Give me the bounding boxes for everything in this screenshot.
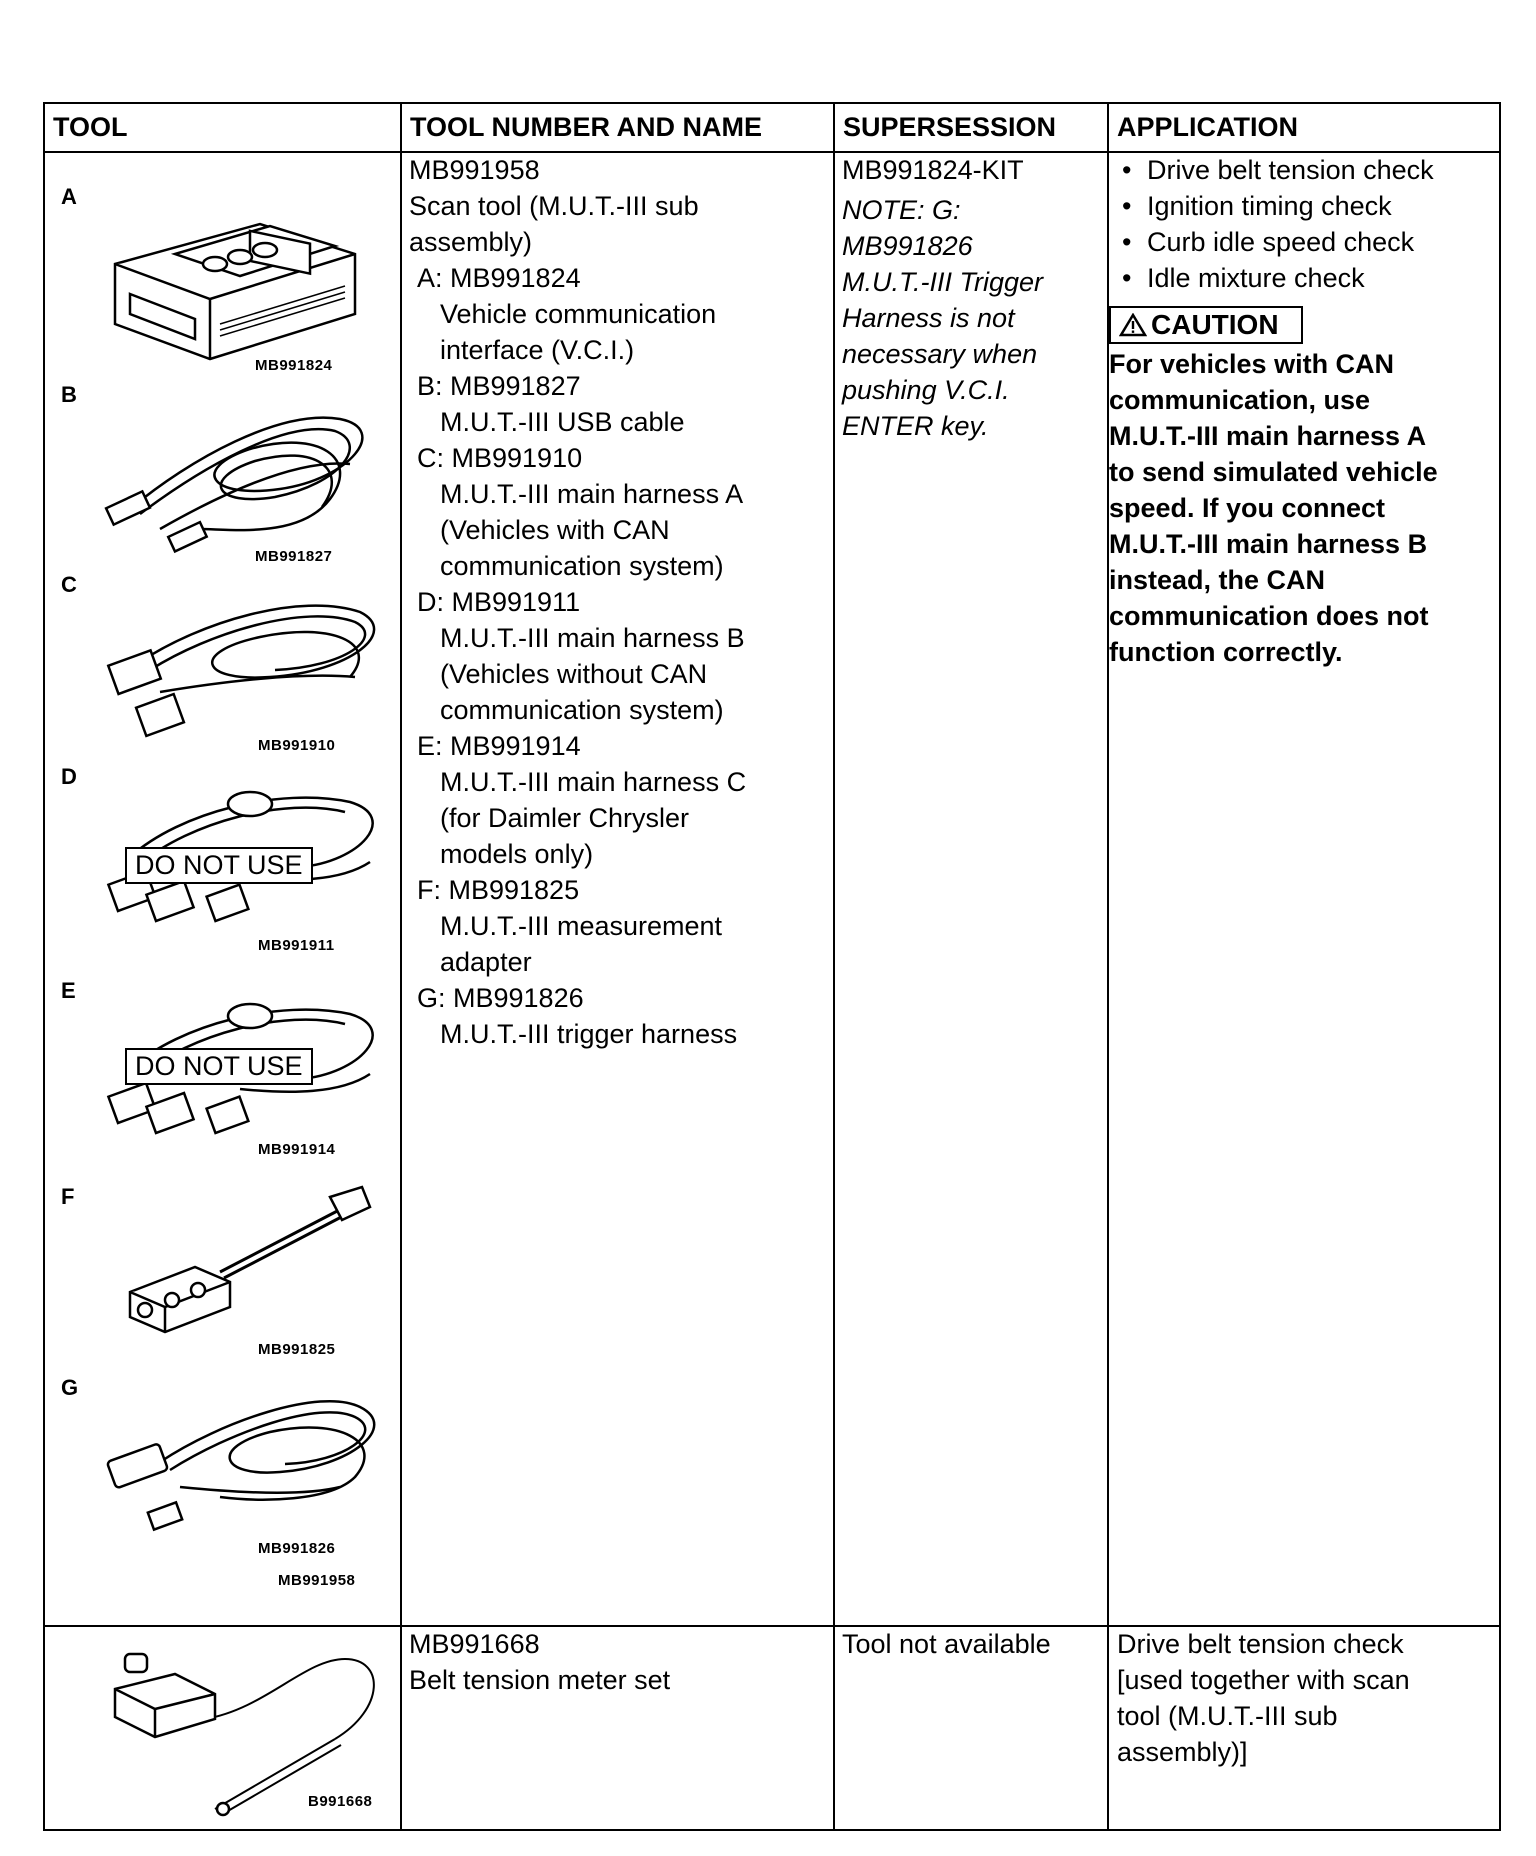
header-supersession: SUPERSESSION (843, 112, 1057, 142)
tool-letter-e: E (61, 978, 76, 1003)
tool-name-line: communication system) (440, 551, 724, 581)
caution-text (1109, 346, 1438, 670)
part-number-c: MB991910 (258, 737, 336, 754)
caution-line: communication, use (1109, 385, 1371, 415)
caution-line: M.U.T.-III main harness B (1109, 529, 1428, 559)
part-number-belt-tension: B991668 (308, 1793, 373, 1810)
usb-cable-illustration (100, 389, 380, 554)
tool-letter-g: G (61, 1375, 79, 1400)
column-divider (400, 104, 402, 1829)
caution-badge (1109, 306, 1303, 344)
main-harness-a-illustration (100, 582, 385, 742)
supersession-note-line: MB991826 (842, 231, 973, 261)
tool-name-line: M.U.T.-III main harness A (440, 479, 744, 509)
tool-letter-b: B (61, 382, 77, 407)
tool-name-line: (for Daimler Chrysler (440, 803, 690, 833)
tool-letter-f: F (61, 1184, 75, 1209)
part-number-set: MB991958 (278, 1572, 356, 1589)
header-application: APPLICATION (1117, 112, 1298, 142)
supersession-row2: Tool not available (842, 1629, 1051, 1659)
application-row1 (1109, 152, 1438, 670)
tool-name-line: adapter (440, 947, 532, 977)
do-not-use-label-d: DO NOT USE (125, 847, 313, 884)
application-line: Drive belt tension check (1117, 1629, 1404, 1659)
tool-name-line: MB991668 (409, 1629, 540, 1659)
supersession-note-line: NOTE: G: (842, 195, 961, 225)
supersession-note-line: necessary when (842, 339, 1038, 369)
measurement-adapter-illustration (100, 1182, 385, 1352)
tool-name-line: interface (V.C.I.) (440, 335, 635, 365)
tool-name-line: Vehicle communication (440, 299, 717, 329)
application-item: • Ignition timing check (1109, 188, 1438, 224)
tool-name-line: B: MB991827 (417, 371, 581, 401)
tool-name-line: F: MB991825 (417, 875, 580, 905)
application-list (1109, 152, 1438, 296)
part-number-e: MB991914 (258, 1141, 336, 1158)
application-item: • Curb idle speed check (1109, 224, 1438, 260)
tool-name-line: (Vehicles with CAN (440, 515, 670, 545)
tool-name-line: (Vehicles without CAN (440, 659, 708, 689)
tool-name-line: M.U.T.-III measurement (440, 911, 723, 941)
tool-name-line: Belt tension meter set (409, 1665, 671, 1695)
supersession-note-line: M.U.T.-III Trigger (842, 267, 1044, 297)
tool-name-line: communication system) (440, 695, 724, 725)
tool-name-line: MB991958 (409, 155, 540, 185)
supersession-note-line: Harness is not (842, 303, 1015, 333)
tool-number-and-name-row2 (409, 1626, 670, 1698)
do-not-use-label-e: DO NOT USE (125, 1048, 313, 1085)
supersession-note (842, 192, 1043, 444)
application-item: • Idle mixture check (1109, 260, 1438, 296)
supersession-row1 (842, 152, 1043, 444)
tool-letter-d: D (61, 764, 77, 789)
caution-line: function correctly. (1109, 637, 1343, 667)
caution-line: instead, the CAN (1109, 565, 1326, 595)
supersession-note-line: pushing V.C.I. (842, 375, 1010, 405)
part-number-g: MB991826 (258, 1540, 336, 1557)
tool-name-line: models only) (440, 839, 594, 869)
caution-line: communication does not (1109, 601, 1429, 631)
caution-label: CAUTION (1151, 309, 1279, 340)
application-line: assembly)] (1117, 1737, 1248, 1767)
caution-line: to send simulated vehicle (1109, 457, 1438, 487)
caution-line: M.U.T.-III main harness A (1109, 421, 1427, 451)
part-number-d: MB991911 (258, 937, 335, 954)
part-number-f: MB991825 (258, 1341, 336, 1358)
tool-name-line: C: MB991910 (417, 443, 583, 473)
tool-name-line: assembly) (409, 227, 533, 257)
tool-number-and-name-row1 (409, 152, 746, 1052)
application-line: tool (M.U.T.-III sub (1117, 1701, 1338, 1731)
header-tool: TOOL (53, 112, 128, 142)
column-divider (833, 104, 835, 1829)
application-line: [used together with scan (1117, 1665, 1410, 1695)
supersession-note-line: ENTER key. (842, 411, 989, 441)
tool-name-line: G: MB991826 (417, 983, 584, 1013)
vci-device-illustration (100, 194, 370, 364)
part-number-a: MB991824 (255, 357, 333, 374)
tool-name-line: D: MB991911 (417, 587, 581, 617)
part-number-b: MB991827 (255, 548, 333, 565)
tool-name-line: M.U.T.-III main harness C (440, 767, 747, 797)
supersession-value: MB991824-KIT (842, 155, 1024, 185)
application-row2 (1117, 1626, 1410, 1770)
trigger-harness-illustration (100, 1382, 385, 1547)
header-tool-number-and-name: TOOL NUMBER AND NAME (410, 112, 763, 142)
warning-triangle-icon (1119, 313, 1147, 337)
tool-name-line: M.U.T.-III main harness B (440, 623, 745, 653)
tool-letter-a: A (61, 184, 77, 209)
caution-line: speed. If you connect (1109, 493, 1386, 523)
caution-line: For vehicles with CAN (1109, 349, 1395, 379)
tool-name-line: E: MB991914 (417, 731, 581, 761)
tool-letter-c: C (61, 572, 77, 597)
tool-name-line: M.U.T.-III trigger harness (440, 1019, 738, 1049)
application-item: • Drive belt tension check (1109, 152, 1438, 188)
tool-name-line: Scan tool (M.U.T.-III sub (409, 191, 699, 221)
special-tools-table (43, 102, 1501, 1831)
tool-name-line: M.U.T.-III USB cable (440, 407, 685, 437)
tool-name-line: A: MB991824 (417, 263, 581, 293)
